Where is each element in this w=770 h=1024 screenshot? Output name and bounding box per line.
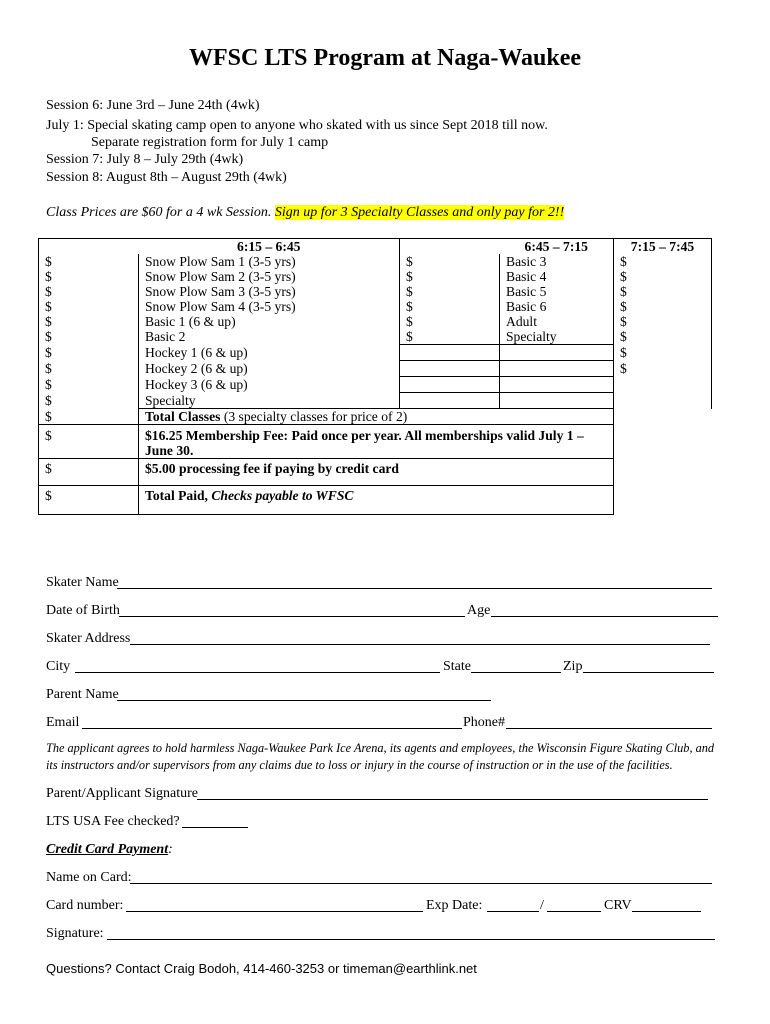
class-name-615: Snow Plow Sam 1 (3-5 yrs) [139, 254, 400, 269]
dob-label: Date of Birth [46, 603, 120, 618]
credit-card-heading: Credit Card Payment: [46, 842, 173, 857]
class-dollar: $ [39, 284, 139, 299]
class-dollar-715: $ [614, 361, 712, 377]
class-dollar: $ [39, 345, 139, 361]
class-dollar [400, 345, 500, 361]
class-dollar: $ [39, 329, 139, 345]
footer-contact: Questions? Contact Craig Bodoh, 414-460-3253 or timeman@earthlink.net [46, 961, 477, 976]
pricing-note [46, 204, 564, 221]
phone-field[interactable] [506, 728, 712, 729]
crv-field[interactable] [632, 911, 701, 912]
processing-dollar: $ [39, 459, 139, 486]
address-field[interactable] [130, 644, 710, 645]
total-paid: Total Paid, Checks payable to WFSC [139, 486, 614, 515]
pricing-highlight: Sign up for 3 Specialty Classes and only pay for 2!! [274, 205, 565, 220]
phone-label: Phone# [463, 715, 505, 730]
class-name-645 [500, 361, 614, 377]
usa-fee-field[interactable] [182, 827, 248, 828]
signature-label: Parent/Applicant Signature [46, 786, 199, 801]
processing-fee: $5.00 processing fee if paying by credit card [139, 459, 614, 486]
class-dollar: $ [400, 254, 500, 269]
membership-fee: $16.25 Membership Fee: Paid once per year. All memberships valid July 1 – June 30. [139, 425, 614, 459]
class-name-615: Snow Plow Sam 4 (3-5 yrs) [139, 299, 400, 314]
class-dollar: $ [400, 314, 500, 329]
class-dollar: $ [39, 299, 139, 314]
zip-field[interactable] [583, 672, 714, 673]
card-name-field[interactable] [130, 883, 712, 884]
class-dollar: $ [39, 361, 139, 377]
skater-name-label: Skater Name [46, 575, 119, 590]
pricing-text: Class Prices are $60 for a 4 wk Session. [46, 205, 272, 220]
class-dollar [400, 361, 500, 377]
skater-name-field[interactable] [117, 588, 712, 589]
age-field[interactable] [491, 616, 718, 617]
class-dollar-715: $ [614, 314, 712, 329]
city-field[interactable] [75, 672, 440, 673]
card-number-field[interactable] [126, 911, 423, 912]
class-dollar: $ [39, 377, 139, 393]
camp-note: Separate registration form for July 1 camp [91, 135, 329, 150]
class-dollar: $ [400, 269, 500, 284]
class-dollar: $ [39, 393, 139, 409]
class-dollar-715 [614, 377, 712, 393]
crv-label: CRV [604, 898, 632, 913]
city-label: City [46, 659, 71, 674]
parent-name-label: Parent Name [46, 687, 119, 702]
class-name-645 [500, 345, 614, 361]
class-dollar [400, 377, 500, 393]
class-name-645 [500, 377, 614, 393]
signature-field[interactable] [197, 799, 708, 800]
dob-field[interactable] [119, 616, 465, 617]
class-dollar: $ [39, 254, 139, 269]
class-name-615: Basic 1 (6 & up) [139, 314, 400, 329]
liability-disclaimer: The applicant agrees to hold harmless Naga-Waukee Park Ice Arena, its agents and employees, the Wisconsin Figure Skating Club, and its instructors and/or supervisors from any claims due to loss or injury in the course of instruction or in the use of the facilities. [46, 741, 715, 772]
class-dollar-715: $ [614, 329, 712, 345]
class-name-615: Hockey 1 (6 & up) [139, 345, 400, 361]
class-dollar: $ [400, 284, 500, 299]
exp-slash: / [540, 898, 544, 913]
exp-month-field[interactable] [487, 911, 539, 912]
state-field[interactable] [471, 672, 561, 673]
membership-dollar: $ [39, 425, 139, 459]
header-715: 7:15 – 7:45 [614, 239, 712, 255]
header-615: 6:15 – 6:45 [139, 239, 400, 255]
total-dollar: $ [39, 409, 139, 425]
class-dollar: $ [39, 269, 139, 284]
class-dollar-715: $ [614, 254, 712, 269]
class-dollar: $ [400, 329, 500, 345]
age-label: Age [467, 603, 491, 618]
class-dollar: $ [39, 314, 139, 329]
class-name-615: Snow Plow Sam 3 (3-5 yrs) [139, 284, 400, 299]
class-dollar-715: $ [614, 345, 712, 361]
july-camp: July 1: Special skating camp open to anyone who skated with us since Sept 2018 till now. [46, 118, 548, 133]
class-name-645: Basic 6 [500, 299, 614, 314]
class-name-645: Specialty [500, 329, 614, 345]
class-name-645: Adult [500, 314, 614, 329]
page-title: WFSC LTS Program at Naga-Waukee [188, 45, 581, 71]
session-8: Session 8: August 8th – August 29th (4wk) [46, 170, 287, 185]
zip-label: Zip [563, 659, 583, 674]
exp-year-field[interactable] [547, 911, 601, 912]
class-name-615: Hockey 3 (6 & up) [139, 377, 400, 393]
class-name-615: Snow Plow Sam 2 (3-5 yrs) [139, 269, 400, 284]
session-7: Session 7: July 8 – July 29th (4wk) [46, 152, 244, 167]
class-dollar-715: $ [614, 269, 712, 284]
class-table [38, 238, 712, 515]
class-name-645 [500, 393, 614, 409]
address-label: Skater Address [46, 631, 131, 646]
card-signature-label: Signature: [46, 926, 104, 941]
parent-name-field[interactable] [117, 700, 491, 701]
class-name-615: Basic 2 [139, 329, 400, 345]
card-signature-field[interactable] [107, 939, 715, 940]
total-paid-dollar: $ [39, 486, 139, 515]
total-classes: Total Classes (3 specialty classes for price of 2) [139, 409, 614, 425]
class-name-615: Specialty [139, 393, 400, 409]
email-label: Email [46, 715, 80, 730]
class-name-645: Basic 3 [500, 254, 614, 269]
class-dollar-715: $ [614, 299, 712, 314]
usa-fee-label: LTS USA Fee checked? [46, 814, 180, 829]
header-645: 6:45 – 7:15 [500, 239, 614, 255]
session-6: Session 6: June 3rd – June 24th (4wk) [46, 98, 260, 113]
class-dollar [400, 393, 500, 409]
class-name-645: Basic 5 [500, 284, 614, 299]
card-number-label: Card number: [46, 898, 124, 913]
class-dollar-715 [614, 393, 712, 409]
exp-label: Exp Date: [426, 898, 483, 913]
class-dollar-715: $ [614, 284, 712, 299]
state-label: State [443, 659, 471, 674]
email-field[interactable] [82, 728, 462, 729]
class-name-615: Hockey 2 (6 & up) [139, 361, 400, 377]
class-dollar: $ [400, 299, 500, 314]
card-name-label: Name on Card: [46, 870, 132, 885]
class-name-645: Basic 4 [500, 269, 614, 284]
